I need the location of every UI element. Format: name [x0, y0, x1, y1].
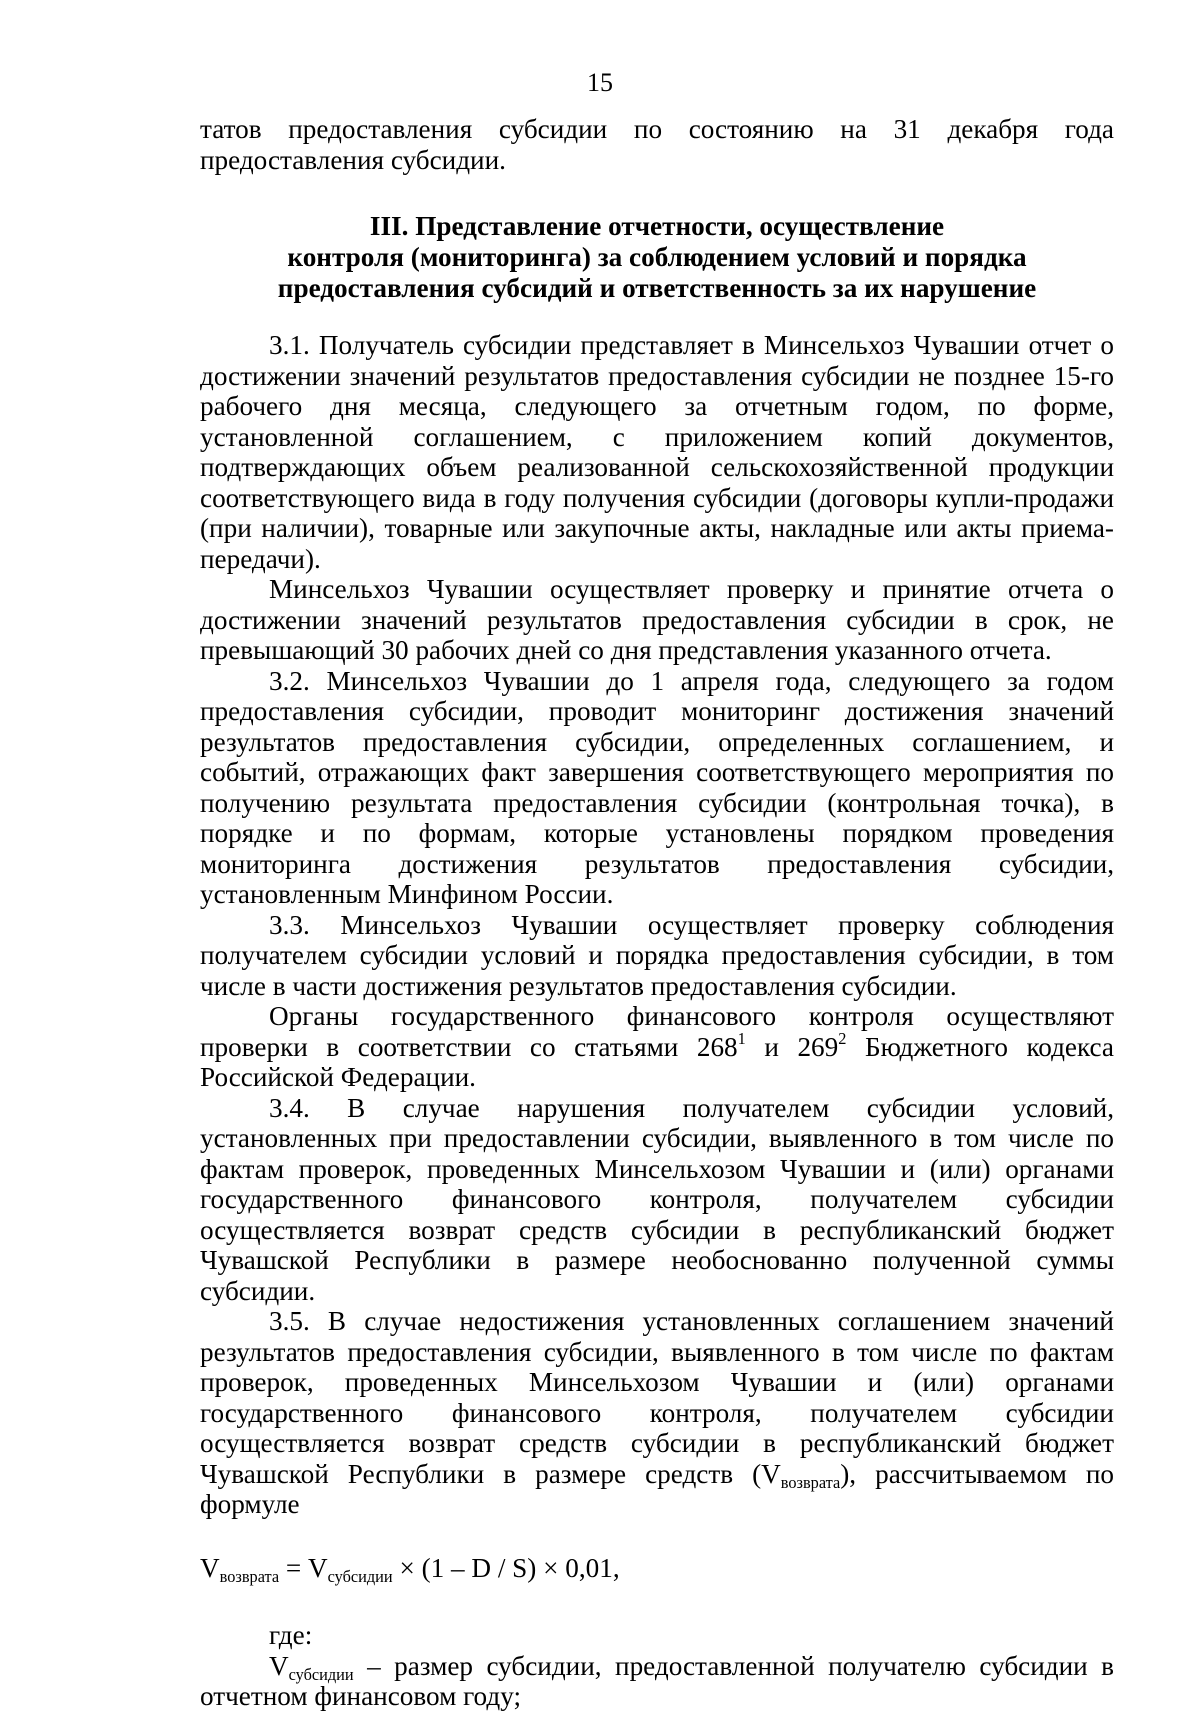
section-heading [200, 211, 1114, 304]
paragraph-3-1: 3.1. Получатель субсидии представляет в Минсельхоз Чувашии отчет о достижении значений результатов предоставления субсидии не позднее 15-го рабочего дня месяца, следующего за отчетным годом, по форме, установленной соглашением, с приложением копий документов, подтверждающих объем реализованной сельскохозяйственной продукции соответствующего вида в году получения субсидии (договоры купли-продажи (при наличии), товарные или закупочные акты, накладные или акты приема-передачи). [200, 330, 1114, 574]
document-body [200, 114, 1114, 1712]
def-text: – размер субсидии, предоставленной получателю субсидии в отчетном финансовом году; [200, 1650, 1114, 1711]
formula-equals-v: = V [279, 1552, 328, 1583]
where-label: где: [269, 1620, 313, 1650]
intro-paragraph: татов предоставления субсидии по состоянию на 31 декабря года предоставления субсидии. [200, 114, 1114, 175]
p35-text-after: ), рассчитываемом по формуле [200, 1458, 1114, 1519]
def-subsidy-subscript: субсидии [288, 1664, 354, 1684]
control-text-before: Органы государственного финансового контроля осуществляют проверки в соответствии со статьями 268 [200, 1001, 1114, 1062]
def-v: V [269, 1650, 289, 1681]
page-number: 15 [587, 68, 613, 97]
p35-v-return-subscript: возврата [780, 1472, 841, 1492]
definition-v-subsidy [200, 1651, 1114, 1712]
article-269-superscript: 2 [838, 1028, 847, 1048]
paragraph-3-3: 3.3. Минсельхоз Чувашии осуществляет проверку соблюдения получателем субсидии условий и порядка предоставления субсидии, в том числе в части достижения результатов предоставления субсидии. [200, 909, 1114, 1001]
section-heading-line-2: контроля (мониторинга) за соблюдением условий и порядка [287, 242, 1027, 272]
paragraph-3-1-report-check: Минсельхоз Чувашии осуществляет проверку и принятие отчета о достижении значений результатов предоставления субсидии в срок, не превышающий 30 рабочих дней со дня представления указанного отчета. [200, 574, 1114, 665]
section-heading-line-3: предоставления субсидий и ответственность за их нарушение [277, 273, 1037, 303]
section-heading-line-1: III. Представление отчетности, осуществление [369, 211, 945, 241]
formula-rest: × (1 – D / S) × 0,01, [392, 1552, 620, 1583]
paragraph-3-3-control-bodies [200, 1001, 1114, 1093]
paragraph-3-4: 3.4. В случае нарушения получателем субсидии условий, установленных при предоставлении субсидии, выявленного в том числе по фактам проверок, проведенных Минсельхозом Чувашии и (или) органами государственного финансового контроля, получателем субсидии осуществляется возврат средств субсидии в республиканский бюджет Чувашской Республики в размере необоснованно полученной суммы субсидии. [200, 1092, 1114, 1306]
control-text-mid: и 269 [745, 1031, 839, 1062]
control-text-after: Бюджетного кодекса Российской Федерации. [200, 1031, 1114, 1092]
formula-v-return: V [200, 1552, 220, 1583]
paragraph-3-2: 3.2. Минсельхоз Чувашии до 1 апреля года, следующего за годом предоставления субсидии, проводит мониторинг достижения значений результатов предоставления субсидии, определенных соглашением, и событий, отражающих факт завершения соответствующего мероприятия по получению результата предоставления субсидии (контрольная точка), в порядке и по формам, которые установлены порядком проведения мониторинга достижения результатов предоставления субсидии, установленным Минфином России. [200, 665, 1114, 909]
formula-subsidy-subscript: субсидии [327, 1566, 393, 1586]
article-268-superscript: 1 [737, 1028, 746, 1048]
formula-return-subscript: возврата [219, 1566, 280, 1586]
p35-text-before: 3.5. В случае недостижения установленных соглашением значений результатов предоставления субсидии, выявленного в том числе по фактам проверок, проведенных Минсельхозом Чувашии и (или) органами государственного финансового контроля, получателем субсидии осуществляется возврат средств субсидии в республиканский бюджет Чувашской Республики в размере средств (V [200, 1306, 1114, 1489]
return-formula [200, 1553, 1114, 1584]
paragraph-3-5 [200, 1306, 1114, 1520]
